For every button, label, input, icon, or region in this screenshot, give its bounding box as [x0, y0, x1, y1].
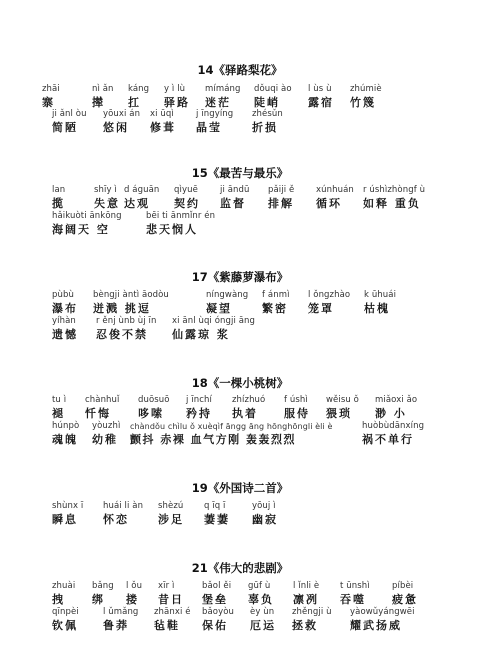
hanzi: 疲惫 [392, 593, 418, 606]
vocab-entry [172, 316, 255, 342]
vocab-entry [252, 109, 283, 135]
pinyin: zhānxi é [154, 607, 191, 617]
hanzi: 失意 [94, 197, 120, 210]
hanzi: 修葺 [150, 121, 176, 134]
hanzi: 厄运 [250, 619, 276, 632]
vocab-entry [316, 185, 354, 211]
vocab-entry [364, 290, 396, 316]
vocab-entry [204, 501, 230, 527]
pinyin: f ánmì [262, 290, 290, 300]
section-title: 19《外国诗二首》 [191, 481, 289, 495]
hanzi: 契约 [174, 197, 200, 210]
hanzi: 忍俊不禁 [96, 328, 148, 341]
hanzi: 简陋 [52, 121, 78, 134]
hanzi: 循环 [316, 197, 342, 210]
pinyin: húnpò [52, 421, 80, 431]
pinyin: qīnpèi [52, 607, 79, 617]
pinyin: zhésǔn [252, 109, 283, 119]
pinyin: r ěnj ùnb ùj īn [96, 316, 157, 326]
vocab-entry [232, 395, 265, 421]
hanzi: 辜负 [248, 593, 274, 606]
hanzi: 海阔天 空 [52, 223, 110, 236]
vocab-entry [220, 185, 250, 211]
pinyin: shīy ì [94, 185, 117, 195]
pinyin: duōsuō [138, 395, 170, 405]
hanzi: 堡垒 [202, 593, 228, 606]
vocab-entry [146, 211, 215, 237]
hanzi: 魂魄 [52, 433, 78, 446]
vocab-entry [126, 581, 142, 607]
vocab-entry [85, 395, 120, 421]
vocab-entry [292, 607, 332, 633]
pinyin: j īnchí [186, 395, 212, 405]
hanzi: 迸溅 挑逗 [93, 302, 151, 315]
vocab-entry [130, 421, 333, 447]
vocab-entry [52, 581, 75, 607]
pinyin: j īngyíng [196, 109, 234, 119]
vocab-entry [326, 395, 359, 421]
vocab-entry [52, 501, 83, 527]
hanzi: 昔日 [158, 593, 184, 606]
vocab-entry [52, 185, 65, 211]
vocab-entry [94, 185, 120, 211]
vocab-entry [248, 581, 274, 607]
hanzi: 迷茫 [205, 96, 231, 109]
pinyin: mímáng [205, 84, 241, 94]
hanzi: 悲天悯人 [146, 223, 198, 236]
pinyin: zhāi [42, 84, 60, 94]
hanzi: 折损 [252, 121, 278, 134]
pinyin: nì ǎn [92, 84, 114, 94]
hanzi: 枯槐 [364, 302, 390, 315]
pinyin: yíhàn [52, 316, 76, 326]
pinyin: bǎoyòu [202, 607, 235, 617]
hanzi: 驿路 [164, 96, 190, 109]
section-title: 18《一棵小桃树》 [191, 376, 289, 390]
hanzi: 凝望 [206, 302, 232, 315]
vocab-entry [96, 316, 156, 342]
pinyin: zhuài [52, 581, 76, 591]
vocab-entry [362, 421, 424, 447]
vocab-entry [308, 290, 350, 316]
hanzi: 吞噬 [340, 593, 366, 606]
hanzi: 鲁莽 [103, 619, 129, 632]
pinyin: d águān [124, 185, 160, 195]
pinyin: xi ānl ùqi óngji āng [172, 316, 255, 326]
pinyin: l ǒngzhào [308, 290, 351, 300]
vocab-entry [52, 290, 78, 316]
hanzi: 瀑布 [52, 302, 78, 315]
hanzi: 钦佩 [52, 619, 78, 632]
pinyin: bǎol ěi [202, 581, 232, 591]
vocab-entry [158, 581, 184, 607]
vocab-entry [52, 211, 122, 237]
pinyin: l ǐnli è [293, 581, 320, 591]
vocab-row [0, 421, 480, 451]
pinyin: pùbù [52, 290, 74, 300]
pinyin: xīr ì [158, 581, 175, 591]
pinyin: píbèi [392, 581, 414, 591]
vocab-row [0, 109, 480, 139]
pinyin: l ùs ù [308, 84, 332, 94]
hanzi: 涉足 [158, 513, 184, 526]
pinyin: dǒuqi ào [254, 84, 292, 94]
vocab-entry [284, 395, 310, 421]
pinyin: bēi ti ānmǐnr én [146, 211, 216, 221]
vocab-entry [103, 501, 143, 527]
pinyin: r úshìzhòngf ù [363, 185, 426, 195]
vocab-entry [154, 607, 191, 633]
pinyin: tu ì [52, 395, 67, 405]
pinyin: xi ūqì [150, 109, 174, 119]
hanzi: 毡鞋 [154, 619, 180, 632]
pinyin: chànhuǐ [85, 395, 120, 405]
vocab-entry [262, 290, 290, 316]
vocab-entry [93, 290, 169, 316]
vocab-entry [52, 607, 79, 633]
vocab-entry [128, 84, 149, 110]
hanzi: 笼罩 [308, 302, 334, 315]
vocab-entry [340, 581, 370, 607]
hanzi: 服侍 [284, 407, 310, 420]
vocab-row [0, 211, 480, 241]
vocab-entry [254, 84, 292, 110]
pinyin: yàowǔyángwēi [350, 607, 415, 617]
pinyin: yōuxi án [103, 109, 141, 119]
vocab-entry [375, 395, 417, 421]
vocab-entry [103, 607, 138, 633]
vocab-entry [150, 109, 176, 135]
vocab-entry [124, 185, 159, 211]
vocab-entry [252, 501, 278, 527]
hanzi: 达观 [124, 197, 150, 210]
pinyin: bèngji àntì āodòu [93, 290, 169, 300]
hanzi: 凛冽 [293, 593, 319, 606]
vocab-entry [92, 421, 120, 447]
hanzi: 晶莹 [196, 121, 222, 134]
pinyin: zhěngji ù [292, 607, 332, 617]
pinyin: ji ǎnl òu [52, 109, 87, 119]
hanzi: 耀武扬威 [350, 619, 402, 632]
hanzi: 执着 [232, 407, 258, 420]
pinyin: hǎikuòti ānkōng [52, 211, 122, 221]
vocab-entry [308, 84, 334, 110]
vocab-entry [138, 395, 170, 421]
pinyin: yōuj ì [252, 501, 276, 511]
pinyin: wěisu ǒ [326, 395, 359, 405]
vocab-entry [202, 607, 234, 633]
vocab-entry [92, 84, 114, 110]
vocab-entry [52, 395, 66, 421]
vocab-entry [174, 185, 200, 211]
pinyin: huòbùdānxíng [362, 421, 425, 431]
hanzi: 怀恋 [103, 513, 129, 526]
pinyin: èy ùn [250, 607, 275, 617]
hanzi: 繁密 [262, 302, 288, 315]
vocab-entry [158, 501, 184, 527]
hanzi: 撵 [92, 96, 105, 109]
hanzi: 监督 [220, 197, 246, 210]
pinyin: f úshì [284, 395, 308, 405]
pinyin: káng [128, 84, 150, 94]
pinyin: pǎiji ě [268, 185, 295, 195]
hanzi: 瞬息 [52, 513, 78, 526]
pinyin: ji āndū [220, 185, 250, 195]
pinyin: qìyuē [174, 185, 198, 195]
hanzi: 扛 [128, 96, 141, 109]
hanzi: 悠闲 [103, 121, 129, 134]
pinyin: t ūnshì [340, 581, 370, 591]
hanzi: 猥琐 [326, 407, 352, 420]
hanzi: 陡峭 [254, 96, 280, 109]
hanzi: 保佑 [202, 619, 228, 632]
vocab-entry [42, 84, 60, 110]
hanzi: 矜持 [186, 407, 212, 420]
vocab-entry [205, 84, 241, 110]
hanzi: 搂 [126, 593, 139, 606]
hanzi: 遗憾 [52, 328, 78, 341]
pinyin: shùnx ī [52, 501, 84, 511]
vocab-entry [196, 109, 233, 135]
hanzi: 如释 重负 [363, 197, 421, 210]
pinyin: l ǔmǎng [103, 607, 139, 617]
vocab-entry [206, 290, 248, 316]
vocab-entry [363, 185, 425, 211]
hanzi: 仙露琼 浆 [172, 328, 230, 341]
pinyin: lan [52, 185, 66, 195]
section-title: 14《驿路梨花》 [197, 63, 283, 77]
hanzi: 寨 [42, 96, 55, 109]
vocab-row [0, 316, 480, 346]
vocab-entry [293, 581, 319, 607]
hanzi: 幼稚 [92, 433, 118, 446]
section-title: 15《最苦与最乐》 [191, 166, 289, 180]
pinyin: miǎoxi ǎo [375, 395, 418, 405]
pinyin: bǎng [92, 581, 114, 591]
hanzi: 绑 [92, 593, 105, 606]
hanzi: 揽 [52, 197, 65, 210]
vocab-entry [164, 84, 190, 110]
vocab-entry [103, 109, 140, 135]
hanzi: 褪 [52, 407, 65, 420]
hanzi: 萋萋 [204, 513, 230, 526]
vocab-entry [52, 316, 78, 342]
vocab-entry [350, 607, 415, 633]
vocab-entry [392, 581, 418, 607]
vocab-entry [52, 421, 79, 447]
hanzi: 排解 [268, 197, 294, 210]
vocab-entry [350, 84, 382, 110]
vocab-entry [250, 607, 276, 633]
hanzi: 忏悔 [85, 407, 111, 420]
vocab-entry [202, 581, 231, 607]
pinyin: níngwàng [206, 290, 249, 300]
pinyin: l ǒu [126, 581, 143, 591]
hanzi: 幽寂 [252, 513, 278, 526]
vocab-entry [52, 109, 87, 135]
vocab-entry [92, 581, 114, 607]
vocab-entry [268, 185, 294, 211]
pinyin: k ūhuái [364, 290, 397, 300]
pinyin: shèzú [158, 501, 184, 511]
hanzi: 颤抖 赤裸 血气方刚 轰轰烈烈 [130, 433, 296, 446]
hanzi: 竹篾 [350, 96, 376, 109]
hanzi: 哆嗦 [138, 407, 164, 420]
pinyin: zhúmiè [350, 84, 382, 94]
pinyin: gūf ù [248, 581, 271, 591]
pinyin: chàndǒu chìlu ǒ xuèqìf āngg āng hōnghōngli èli è [130, 422, 333, 431]
hanzi: 祸不单行 [362, 433, 414, 446]
pinyin: y ì lù [164, 84, 186, 94]
section-title: 17《紫藤萝瀑布》 [191, 270, 289, 284]
pinyin: xúnhuán [316, 185, 354, 195]
pinyin: yòuzhì [92, 421, 121, 431]
hanzi: 拯救 [292, 619, 318, 632]
pinyin: zhízhuó [232, 395, 266, 405]
hanzi: 渺 小 [375, 407, 407, 420]
vocab-row [0, 607, 480, 637]
vocab-entry [186, 395, 212, 421]
vocab-row [0, 501, 480, 531]
pinyin: huái li àn [103, 501, 144, 511]
hanzi: 拽 [52, 593, 65, 606]
hanzi: 露宿 [308, 96, 334, 109]
section-title: 21《伟大的悲剧》 [191, 561, 289, 575]
pinyin: q īq ī [204, 501, 226, 511]
